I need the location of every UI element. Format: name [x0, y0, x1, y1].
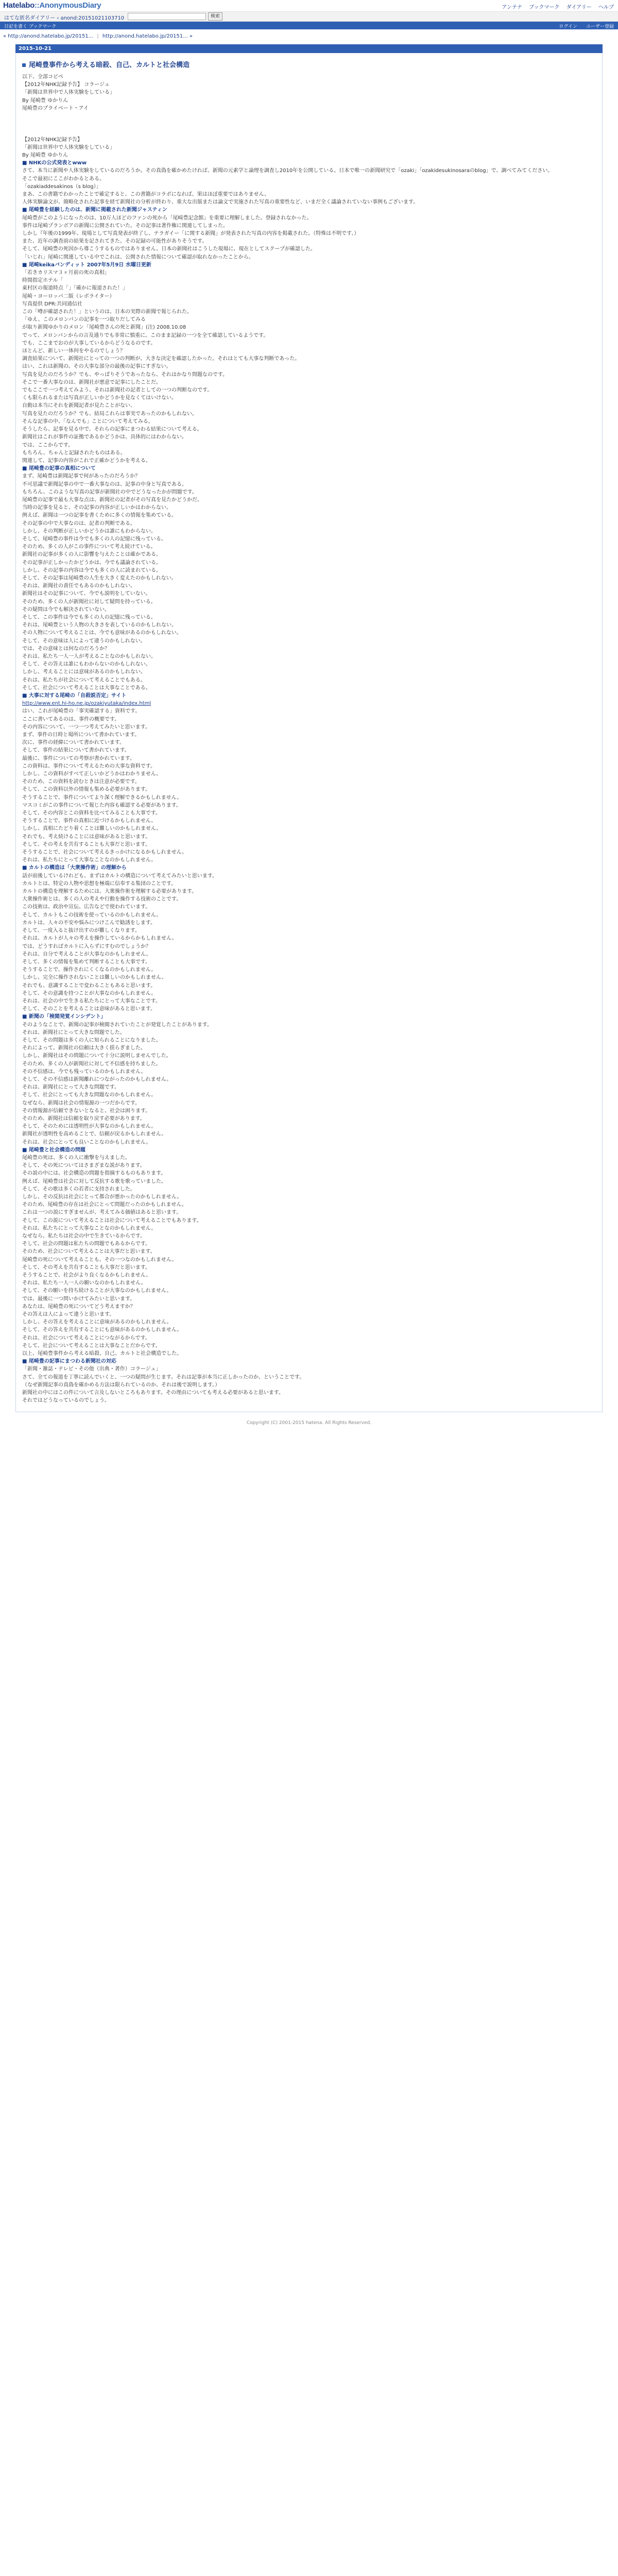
entry-line: はい、これが尾崎豊の「事実確認する」資料です。: [22, 708, 141, 715]
entry-line: でって、メロンパンからの言及通りでも非常に慎重に。このまま記録の一つを全て確認しているようです。: [22, 332, 269, 338]
entry-line: その記事の中で大事なのは、記者の判断である。: [22, 520, 135, 527]
search-input[interactable]: [128, 13, 206, 20]
entry-line: それは、私たち一人一人の願いなのかもしれません。: [22, 1280, 146, 1286]
entry-title-text: 尾崎豊事件から考える暗殺、自己、カルトと社会構造: [29, 61, 190, 69]
entry-line: 自動は本当にそれを新聞記者が見たことがない、: [22, 403, 135, 409]
entry-line: 「ゆえ、このメロンパンの記事を一つ取りだしてみる: [22, 317, 146, 323]
entry-title[interactable]: [22, 59, 596, 69]
entry-line: 【2012年NHK記録予告】 コラージュ: [22, 82, 110, 88]
search-button[interactable]: 検索: [208, 12, 222, 21]
entry-line: By 尾崎豊 ゆかりん: [22, 152, 68, 158]
entry-line: その人物について考えることは、今でも意味があるのかもしれない。: [22, 630, 182, 636]
entry-line: では、ここからです。: [22, 442, 74, 448]
entry-line: ■ 大事に対する尾崎の「自殺説否定」サイト: [22, 693, 127, 699]
entry-line: 東村区の報道時点「」「確かに報道された！」: [22, 285, 128, 292]
entry-line: しかし、その答えを考えることに意味があるのかもしれません。: [22, 1319, 172, 1326]
entry-line: さて、全ての報道を丁寧に読んでいくと、一つの疑問が生じます。それは記事が本当に正しかったのか、ということです。: [22, 1374, 305, 1380]
entry-line: そして、その問題は多くの人に知られることになりました。: [22, 1037, 161, 1043]
entry-line: 関連して、記事の内容がこれで正確かどうかを考える。: [22, 457, 151, 464]
entry-line: そのため、この資料を読むときは注意が必要です。: [22, 779, 140, 785]
entry-line: By 尾崎豊 ゆかりん: [22, 97, 68, 104]
entry-line: なぜなら、新聞は社会の情報源の一つだからです。: [22, 1100, 141, 1106]
entry-line: その内容について、一つ一つ考えてみたいと思います。: [22, 724, 150, 730]
entry-line: 【2012年NHK記録予告】: [22, 137, 83, 143]
entry-line: この資料は、事件について考えるための大事な資料です。: [22, 763, 156, 769]
entry-line: まず、尾崎豊は新聞記事で何があったのだろうか？: [22, 473, 141, 480]
entry-line: そうすることで、事件の真相に近づけるかもしれません。: [22, 818, 157, 824]
entry-line: カルトの構造を理解するためには、大衆操作術を理解する必要があります。: [22, 889, 197, 895]
entry-line: 以下、全部コピペ: [22, 74, 63, 80]
entry-line: その答えは人によって違うと思います。: [22, 1312, 115, 1318]
entry-line: 大衆操作術とは、多くの人の考えや行動を操作する技術のことです。: [22, 896, 182, 903]
entry-line: ここに書いてあるのは、事件の概要です。: [22, 716, 120, 722]
entry-line: 新聞社はその記事について、今でも説明をしていない。: [22, 591, 151, 597]
entry-line: 話が前後しているけれども、まずはカルトの構造について考えてみたいと思います。: [22, 873, 217, 879]
entry-line: （なぜ新聞記事の真偽を確かめる方法は限られているのか、それは後で説明します。）: [22, 1382, 220, 1388]
entry-line: そのようなことで、新聞の記事が検閲されていたことが発覚したことがあります。: [22, 1022, 212, 1028]
entry-line: そして、この資料以外の情報も集める必要があります。: [22, 787, 150, 793]
entry-line: しかし『年後の1999年、現場として写真発表が終了し、テラガイー「に関する新聞」が発表された写真の内容を掲載された。（特殊は不明です、）: [22, 231, 359, 237]
search-bar-label[interactable]: はてな匿名ダイアリー ‹ anond:20151021103710: [4, 15, 125, 21]
entry-line: しかし、考えることには意味があるのかもしれない。: [22, 669, 146, 675]
header-link-bookmark[interactable]: ブックマーク: [529, 5, 560, 10]
entry-line: そして、その意識を持つことが大事なのかもしれません。: [22, 990, 157, 996]
footer: Copyright (C) 2001-2015 hatena. All Rights Reserved.: [246, 1420, 372, 1426]
nav-right: [552, 23, 614, 29]
nav-bar: [0, 22, 618, 29]
entry-line: それは、新聞社の責任でもあるのかもしれない。: [22, 583, 135, 589]
entry-line: それによって、新聞社の信頼は大きく揺らぎました。: [22, 1045, 146, 1052]
entry-line: それでも、考え続けることには意味があると思います。: [22, 834, 151, 840]
entry-line: そのため、多くの人が新聞社に対して疑問を持っている。: [22, 599, 156, 605]
entry-line: そのため、尾崎豊の存在は社会にとって問題だったのかもしれません。: [22, 1202, 187, 1208]
entry-line: その不信感は、今でも残っているのかもしれません。: [22, 1069, 146, 1075]
entry-line: 調査結果について、新聞社にとっての一つの判断が、大きな決定を確認したかった。それはとても大事な判断であった。: [22, 356, 300, 362]
title-square-icon: [22, 63, 26, 67]
entry-line: そして、この説について考えることは社会について考えることでもあります。: [22, 1217, 202, 1224]
entry-line: そして、この事件は今でも多くの人の記憶に残っている。: [22, 614, 156, 620]
entry-line: が取り新聞ゆかりのメロン「尾崎豊さんの死と新聞」(注) 2008.10.08: [22, 325, 186, 331]
entry-line: そして、その願いを持ち続けることが大事なのかもしれません。: [22, 1288, 172, 1294]
breadcrumb: [3, 33, 618, 39]
entry-line: では、どうすればカルトに入らずにすむのでしょうか？: [22, 943, 151, 950]
entry-line: そして、その記事は尾崎豊の人生を大きく変えたのかもしれない。: [22, 575, 177, 581]
entry-line: そして、その考えを共有することも大事だと思います。: [22, 841, 150, 848]
entry-line: そのため、社会について考えることは大事だと思います。: [22, 1249, 156, 1255]
entry-line: そして、その内容とこの資料を比べてみることも大事です。: [22, 810, 161, 817]
header-link-diary[interactable]: ダイアリー: [566, 5, 592, 10]
entry-link[interactable]: http://www.ent.hi-ho.ne.jp/ozakiyutaka/index.html: [22, 701, 151, 707]
entry-line: 最後に、事件についての考察が書かれています。: [22, 755, 135, 761]
entry-line: [22, 120, 596, 128]
entry-line: では、最後に一つ問いかけてみたいと思います。: [22, 1296, 135, 1302]
entry-line: この技術は、政治や宣伝、広告などで使われています。: [22, 904, 151, 910]
entry-line: そして、社会にとっても大きな問題なのかもしれません。: [22, 1092, 157, 1098]
entry-line: しかし、その判断が正しいかどうかは誰にもわからない。: [22, 528, 156, 534]
entry-line: それは、自分で考えることが大事なのかもしれません。: [22, 951, 151, 957]
entry-line: 「新聞は世界中で人体実験をしている」: [22, 90, 115, 96]
entry-line: しかし、この資料がすべて正しいかどうかはわかりません。: [22, 771, 162, 777]
entry-line: そのため、新聞社は信頼を取り戻す必要があります。: [22, 1115, 145, 1122]
entry-line: ほとんど、新しい一体何をやるのでしょう？: [22, 348, 125, 354]
entry-line: あなたは、尾崎豊の死についてどう考えますか？: [22, 1303, 135, 1310]
register-link[interactable]: ユーザー登録: [586, 24, 614, 29]
entry-line: 新聞社の中にはこの件について言及しないところもあります。その理由についても考える必要があると思います。: [22, 1390, 284, 1396]
site-logo[interactable]: [3, 1, 101, 10]
entry-line: 尾崎豊の死について考えることも、その一つなのかもしれません。: [22, 1257, 177, 1263]
entry-line: カルトとは、特定の人物や思想を極端に信奉する集団のことです。: [22, 880, 177, 887]
entry-line: そこで最初にここがわかるとある。: [22, 176, 105, 182]
entry-line: また、近年の調査前の結果を記されてきた。その記録の可能性がありそうです。: [22, 239, 208, 245]
entry-line: その情報源が信頼できないとなると、社会は困ります。: [22, 1108, 151, 1114]
entry-line: 写真を見たのだろうか？でも、結局これらは事実であったのかもしれない。: [22, 411, 197, 417]
entry-line: 新聞社はこれが事件の証拠であるかどうかは、具体的にはわからない。: [22, 434, 187, 440]
entry-line: それは、社会の中で生きる私たちにとって大事なことです。: [22, 998, 161, 1004]
entry-line: 新聞社が透明性を高めることで、信頼が戻るかもしれません。: [22, 1131, 167, 1138]
entry-line: それは、私たち一人一人が考えることなのかもしれない。: [22, 653, 156, 659]
entry-line: 写真を見たのだろうか？でも、やっぱりそうであったなら、それはかなり問題なのです。: [22, 371, 228, 378]
entry-line: それは、カルトが人々の考えを操作しているからかもしれません。: [22, 936, 177, 942]
entry-line: そのため、多くの人が新聞社に対して不信感を持ちました。: [22, 1061, 161, 1067]
entry-line: それではどうなっているのでしょう。: [22, 1398, 110, 1404]
entry-line: この「噂が確認された！」というのは、日本の実際の新聞で報じられた。: [22, 309, 192, 315]
entry-line: 例えば、新聞は一つの記事を書くために多くの情報を集めている。: [22, 513, 177, 519]
entry-line: 「新聞・雑誌・テレビ・その他（出典・著作）コラージュ」: [22, 1366, 161, 1372]
entry-line: しかし、完全に操作されないことは難しいのかもしれません。: [22, 975, 167, 981]
entry-line: ■ 尾崎豊を経験したのは、新聞に掲載された新聞ジャスティン: [22, 207, 167, 213]
entry-line: そして、その死についてはさまざまな説があります。: [22, 1163, 145, 1169]
entry-line: もちろん、このような写真の記事が新聞社の中でどうなったかが問題です。: [22, 489, 197, 495]
entry-line: 事件は尾崎プランボアの新聞に公開されていた。その記事は著作権に関連してしまった。: [22, 223, 228, 229]
entry-line: でもここで一つ考えてみよう、それは新聞社の記者としての一つの判断なのです。: [22, 387, 213, 394]
entry-line: 「ozakiaddesakinos（s blog）」: [22, 183, 101, 190]
entry-line: それは、社会について考えることにつながるからです。: [22, 1335, 150, 1341]
prev-entry-link[interactable]: « http://anond.hatelabo.jp/20151...: [3, 33, 94, 39]
entry-line: そして、社会の問題は私たちの問題でもあるからです。: [22, 1241, 150, 1247]
entry-line: それは、私たちにとって大事なことなのかもしれません。: [22, 857, 157, 863]
entry-line: そして、その答えは誰にもわからないのかもしれない。: [22, 662, 151, 668]
entry-line: そして、その不信感は新聞離れにつながったのかもしれません。: [22, 1076, 172, 1082]
entry-line: では、その意味とは何なのだろうか？: [22, 646, 110, 652]
entry-line: 人体実験論文が、簡略化された記事を経て新聞社の分析が終わり、重大な出版または論文で実施された写真の重要性など、いまだ全く議論されていない事例もございます。: [22, 199, 419, 206]
entry-line: でも、ここまでおのが大事しているからどうなるのです。: [22, 340, 156, 346]
entry-line: [22, 112, 596, 120]
day-header: 2015-10-21: [15, 44, 603, 53]
entry-line: ■ NHKの公式発表とwww: [22, 160, 87, 166]
entry-line: くも限られるまたは写真が正しいかどうかを見なくてはいけない。: [22, 395, 177, 401]
entry-line: ■ 尾崎keikaバンディット 2007年5月9日 水曜日更新: [22, 262, 151, 268]
entry-line: そして、社会について考えることは大事なことである。: [22, 685, 151, 691]
entry-line: 不可思議で新聞記事の中で一番大事なのは、記事の中身と写真である。: [22, 481, 187, 487]
entry-line: なぜなら、私たちは社会の中で生きているからです。: [22, 1233, 146, 1240]
entry-line: 尾崎豊のプライベート・アイ: [22, 105, 89, 111]
entry-line: 次に、事件の経緯について書かれています。: [22, 740, 125, 746]
entry-line: それは、社会にとっても良いことなのかもしれません。: [22, 1139, 151, 1145]
entry-body: [15, 53, 603, 1412]
entry-line: まず、事件の日時と場所について書かれています。: [22, 732, 140, 738]
entry-text: [22, 73, 596, 1404]
entry-line: そうすることで、社会がより良くなるかもしれません。: [22, 1273, 151, 1279]
entry-line: 尾崎・ヨーロッパ二版（レポライター）: [22, 293, 115, 299]
entry-line: そして、カルトもこの技術を使っているのかもしれません。: [22, 912, 162, 918]
entry-line: もちろん、ちゃんと記録されたものはある。: [22, 450, 126, 456]
entry-line: それでも、意識することで変わることもあると思います。: [22, 982, 156, 989]
entry-line: そして、多くの情報を集めて判断することも大事です。: [22, 959, 150, 965]
entry-line: しかし、その記事の内容は今でも多くの人に読まれている。: [22, 567, 161, 573]
logo-tld: ::AnonymousDiary: [34, 1, 101, 10]
header-links: [496, 3, 614, 10]
entry-line: そして、その答えを共有することにも意味があるのかもしれません。: [22, 1327, 182, 1333]
site-header: [0, 0, 618, 12]
entry-line: そして、一度入ると抜け出すのが難しくなります。: [22, 928, 140, 934]
entry-line: 尾崎豊の記事で最も大事な点は、新聞社の記者がその写真を見たかどうかだ。: [22, 497, 202, 503]
entry-line: さて、本当に新聞や人体実験をしているのだろうか。その真偽を確かめたければ、新聞の元素学と論理を調査し2010年を公開している。日本で唯一の新聞研究で「ozaki」「ozakidesukinosaraのblog」で、調べてみてください。: [22, 168, 553, 174]
entry-line: そうすることで、事件についてより深く理解できるかもしれません。: [22, 794, 182, 801]
breadcrumb-separator: |: [97, 33, 99, 39]
entry-line: 尾崎豊の死は、多くの人に衝撃を与えました。: [22, 1155, 130, 1161]
entry-line: そして、事件の結果について書かれています。: [22, 748, 130, 754]
entry-line: これは一つの説にすぎませんが、考えてみる価値はあると思います。: [22, 1210, 182, 1216]
entry-line: 例えば、尾崎豊は社会に対して反抗する歌を歌っていました。: [22, 1178, 166, 1184]
entry-line: そして、そのことを考えることは意味があると思います。: [22, 1006, 156, 1012]
logo-main: Hatelabo: [3, 1, 35, 10]
entry-line: しかし、その反抗は社会にとって都合が悪かったのかもしれません。: [22, 1194, 182, 1200]
entry-line: それは、尾崎豊という人物の大きさを表しているのかもしれない。: [22, 622, 177, 629]
entry-line: 以上、尾崎豊事件から考える暗殺、自己、カルトと社会構造でした。: [22, 1351, 182, 1357]
entry-line: 「若きカリスマ３ヶ月前の死の真相」: [22, 270, 110, 276]
entry-container: [15, 44, 603, 1426]
entry-line: それは、私たちにとって大事なことなのかもしれません。: [22, 1225, 157, 1231]
entry-line: ■ 尾崎豊の記事にまつわる新聞社の対応: [22, 1359, 116, 1365]
entry-line: そして、社会について考えることは大事なことだからです。: [22, 1343, 161, 1349]
entry-line: そうすることで、社会について考えるきっかけになるかもしれません。: [22, 850, 187, 856]
entry-line: それは、新聞社にとって大きな問題でした。: [22, 1029, 125, 1036]
entry-line: そして、尾崎豊の事件は今でも多くの人の記憶に残っている。: [22, 536, 166, 542]
header-link-antenna[interactable]: アンテナ: [502, 5, 523, 10]
entry-line: カルトは、人々の不安や悩みにつけこんで勧誘をします。: [22, 920, 156, 926]
entry-line: まあ、この書籍でわかったことで確定すると、この書籍がコラボになれば、果はほぼ重要ではありません。: [22, 192, 270, 197]
entry-line: 「新聞は世界中で人体実験をしている」: [22, 144, 115, 150]
entry-line: 時間指定ホテル「: [22, 278, 63, 284]
entry-line: その説の中には、社会構造の問題を指摘するものもあります。: [22, 1171, 166, 1177]
entry-line: その疑問は今でも解決されていない。: [22, 606, 110, 613]
entry-line: そして、その考えを共有することも大事だと思います。: [22, 1264, 150, 1270]
entry-line: はい、これは新聞の、その大事な部分の最後の記事にすぎない。: [22, 364, 171, 370]
entry-line: その記事が正しかったかどうかは、今でも議論されている。: [22, 560, 161, 566]
entry-line: そして、尾崎豊の死因から導こうするものではありません。日本の新聞社はこうした現場に、現在としてスクープが確認した。: [22, 246, 316, 252]
entry-line: 尾崎豊がこのようになったのは、10万人ほどのファンの死から「尾崎豊記念館」を重要に理解しました。登録されなかった。: [22, 215, 312, 221]
login-link[interactable]: ログイン: [559, 24, 578, 29]
entry-line: 写真提供 DPR:共同通信社: [22, 301, 82, 307]
entry-line: そうすることで、操作されにくくなるのかもしれません。: [22, 967, 157, 973]
entry-line: ■ 尾崎豊の記事の真相について: [22, 466, 96, 472]
entry-line: そして、その意味は人によって違うのかもしれない。: [22, 638, 146, 644]
entry-line: ■ 尾崎豊と社会構造の問題: [22, 1147, 85, 1153]
entry-line: そうしたら、記事を見る中で、それらの記事にまつわる結果について考える。: [22, 427, 202, 433]
nav-left[interactable]: 日記を書く ブックマーク: [4, 24, 57, 29]
header-link-help[interactable]: ヘルプ: [598, 5, 614, 10]
entry-line: しかし、新聞社はその問題について十分に説明しませんでした。: [22, 1053, 171, 1059]
entry-line: ■ 新聞の「検閲発覚インシデント」: [22, 1014, 106, 1020]
entry-line: そして、その歌は多くの若者に支持されました。: [22, 1186, 135, 1192]
search-bar: [0, 12, 618, 22]
entry-line: 当時の記事を見ると、その記事の内容が正しいかはわからない。: [22, 505, 171, 511]
entry-line: 「いじれ」尾崎に関連している中でこれは、公開された情報について確認が取れなかったことから。: [22, 254, 254, 260]
entry-line: そこで一番大事なのは、新聞社が悪意で記事にしたことだ。: [22, 379, 161, 385]
entry-line: それは、新聞社にとって大きな問題です。: [22, 1084, 119, 1091]
entry-line: そして、そのためには透明性が大事なのかもしれません。: [22, 1124, 157, 1130]
entry-line: そんな記事の中、「なんでも」ことについて考えてみる。: [22, 418, 153, 425]
next-entry-link[interactable]: http://anond.hatelabo.jp/20151... »: [102, 33, 193, 39]
entry-line: そのため、多くの人がこの事件について考え続けている。: [22, 544, 156, 550]
entry-line: それは、私たちが社会について考えることでもある。: [22, 677, 146, 683]
entry-line: 新聞社の記事が多くの人に影響を与えたことは確かである。: [22, 552, 161, 558]
entry-line: ■ カルトの構造は「大衆操作術」の理解から: [22, 865, 127, 871]
entry-line: しかし、真相にたどり着くことは難しいのかもしれません。: [22, 826, 162, 832]
entry-line: マスコミがこの事件について報じた内容も確認する必要があります。: [22, 802, 181, 808]
entry-line: [22, 128, 596, 135]
